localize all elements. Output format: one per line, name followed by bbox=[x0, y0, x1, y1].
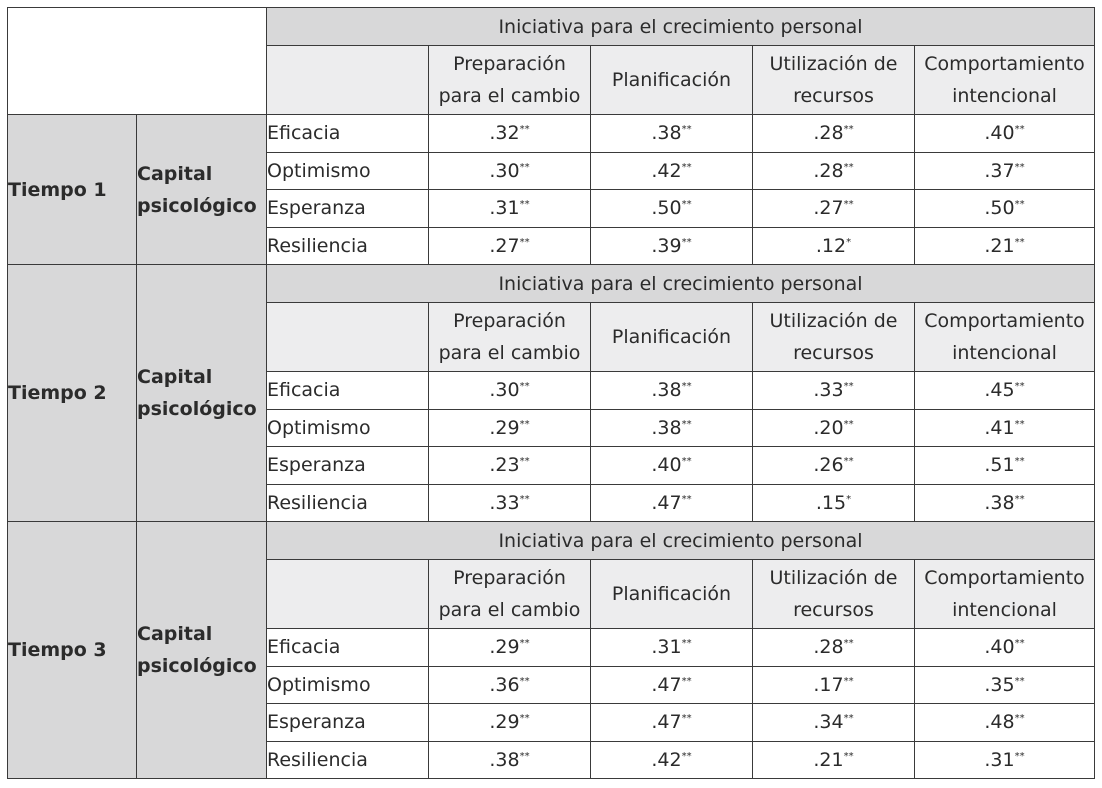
row-label: Eficacia bbox=[267, 372, 429, 410]
cell-value: .50** bbox=[915, 190, 1095, 228]
cell-value: .33** bbox=[429, 484, 591, 522]
col-header-planificacion: Planificación bbox=[591, 560, 753, 629]
col-header-utilizacion: Utilización de recursos bbox=[753, 303, 915, 372]
cell-value: .38** bbox=[591, 372, 753, 410]
cell-value: .30** bbox=[429, 372, 591, 410]
header-empty bbox=[267, 46, 429, 115]
cell-value: .31** bbox=[591, 629, 753, 667]
row-label: Esperanza bbox=[267, 704, 429, 742]
cell-value: .27** bbox=[429, 227, 591, 265]
cell-value: .33** bbox=[753, 372, 915, 410]
cell-value: .28** bbox=[753, 115, 915, 153]
col-header-comportamiento: Comportamiento intencional bbox=[915, 46, 1095, 115]
cell-value: .38** bbox=[915, 484, 1095, 522]
cell-value: .45** bbox=[915, 372, 1095, 410]
cell-value: .23** bbox=[429, 447, 591, 485]
row-group-label: Capital psicológico bbox=[137, 115, 267, 265]
cell-value: .51** bbox=[915, 447, 1095, 485]
period-label: Tiempo 1 bbox=[8, 115, 137, 265]
period-label: Tiempo 2 bbox=[8, 265, 137, 522]
cell-value: .41** bbox=[915, 409, 1095, 447]
col-header-preparacion: Preparación para el cambio bbox=[429, 560, 591, 629]
cell-value: .31** bbox=[915, 741, 1095, 779]
row-label: Resiliencia bbox=[267, 227, 429, 265]
cell-value: .38** bbox=[591, 409, 753, 447]
cell-value: .38** bbox=[429, 741, 591, 779]
cell-value: .40** bbox=[591, 447, 753, 485]
correlation-table bbox=[7, 7, 1095, 779]
cell-value: .29** bbox=[429, 409, 591, 447]
cell-value: .21** bbox=[753, 741, 915, 779]
cell-value: .47** bbox=[591, 666, 753, 704]
cell-value: .27** bbox=[753, 190, 915, 228]
row-label: Esperanza bbox=[267, 447, 429, 485]
cell-value: .30** bbox=[429, 152, 591, 190]
header-empty bbox=[267, 303, 429, 372]
col-header-preparacion: Preparación para el cambio bbox=[429, 303, 591, 372]
header-title: Iniciativa para el crecimiento personal bbox=[267, 8, 1095, 46]
row-group-label: Capital psicológico bbox=[137, 265, 267, 522]
cell-value: .32** bbox=[429, 115, 591, 153]
block-tiempo-2 bbox=[8, 265, 1095, 522]
row-label: Resiliencia bbox=[267, 741, 429, 779]
cell-value: .29** bbox=[429, 704, 591, 742]
cell-value: .28** bbox=[753, 152, 915, 190]
row-label: Optimismo bbox=[267, 152, 429, 190]
col-header-preparacion: Preparación para el cambio bbox=[429, 46, 591, 115]
cell-value: .26** bbox=[753, 447, 915, 485]
cell-value: .42** bbox=[591, 152, 753, 190]
header-title: Iniciativa para el crecimiento personal bbox=[267, 522, 1095, 560]
header-empty bbox=[267, 560, 429, 629]
row-label: Esperanza bbox=[267, 190, 429, 228]
cell-value: .47** bbox=[591, 704, 753, 742]
col-header-planificacion: Planificación bbox=[591, 46, 753, 115]
col-header-planificacion: Planificación bbox=[591, 303, 753, 372]
row-label: Optimismo bbox=[267, 409, 429, 447]
block-tiempo-3 bbox=[8, 522, 1095, 779]
cell-value: .17** bbox=[753, 666, 915, 704]
cell-value: .40** bbox=[915, 115, 1095, 153]
block-tiempo-1 bbox=[8, 8, 1095, 265]
cell-value: .31** bbox=[429, 190, 591, 228]
col-header-comportamiento: Comportamiento intencional bbox=[915, 560, 1095, 629]
cell-value: .42** bbox=[591, 741, 753, 779]
col-header-utilizacion: Utilización de recursos bbox=[753, 560, 915, 629]
header-title: Iniciativa para el crecimiento personal bbox=[267, 265, 1095, 303]
period-label: Tiempo 3 bbox=[8, 522, 137, 779]
row-label: Resiliencia bbox=[267, 484, 429, 522]
cell-value: .29** bbox=[429, 629, 591, 667]
cell-value: .20** bbox=[753, 409, 915, 447]
cell-value: .21** bbox=[915, 227, 1095, 265]
cell-value: .12* bbox=[753, 227, 915, 265]
row-label: Eficacia bbox=[267, 115, 429, 153]
cell-value: .15* bbox=[753, 484, 915, 522]
cell-value: .40** bbox=[915, 629, 1095, 667]
cell-value: .39** bbox=[591, 227, 753, 265]
corner-empty bbox=[8, 8, 267, 115]
row-group-label: Capital psicológico bbox=[137, 522, 267, 779]
cell-value: .35** bbox=[915, 666, 1095, 704]
cell-value: .50** bbox=[591, 190, 753, 228]
cell-value: .34** bbox=[753, 704, 915, 742]
cell-value: .47** bbox=[591, 484, 753, 522]
row-label: Eficacia bbox=[267, 629, 429, 667]
cell-value: .28** bbox=[753, 629, 915, 667]
cell-value: .48** bbox=[915, 704, 1095, 742]
cell-value: .37** bbox=[915, 152, 1095, 190]
cell-value: .38** bbox=[591, 115, 753, 153]
col-header-comportamiento: Comportamiento intencional bbox=[915, 303, 1095, 372]
row-label: Optimismo bbox=[267, 666, 429, 704]
cell-value: .36** bbox=[429, 666, 591, 704]
col-header-utilizacion: Utilización de recursos bbox=[753, 46, 915, 115]
